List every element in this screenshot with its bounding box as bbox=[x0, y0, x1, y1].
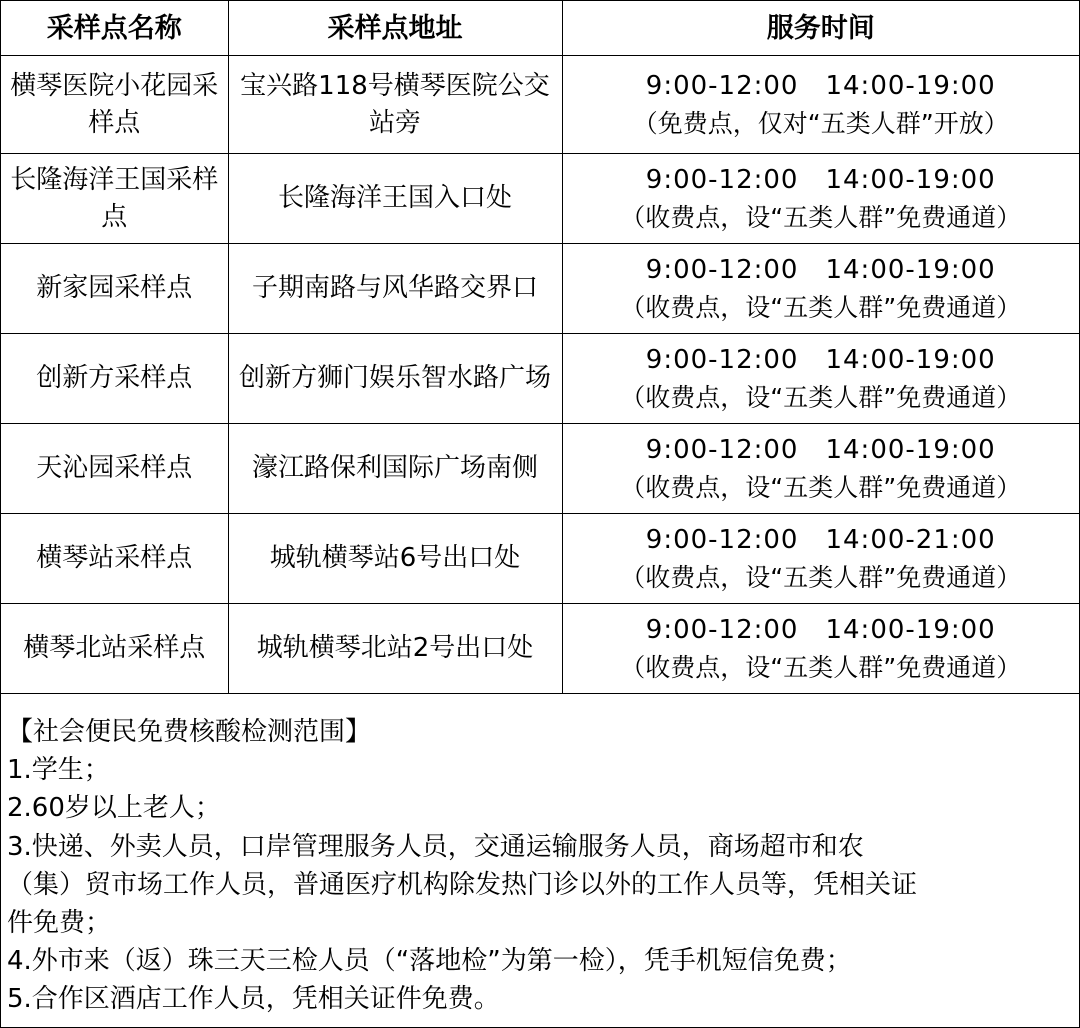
scope-line: 件免费； bbox=[7, 908, 112, 939]
site-name-cell: 天沁园采样点 bbox=[1, 424, 228, 514]
site-name-cell: 创新方采样点 bbox=[1, 334, 228, 424]
service-hours-cell bbox=[562, 604, 1079, 694]
service-hours-note: （收费点，设“五类人群”免费通道） bbox=[620, 292, 1022, 322]
table-row bbox=[1, 334, 1079, 424]
scope-title: 【社会便民免费核酸检测范围】 bbox=[7, 717, 372, 747]
table-row bbox=[1, 244, 1079, 334]
site-name-cell: 长隆海洋王国采样点 bbox=[1, 154, 228, 244]
service-hours-time: 9:00-12:00 14:00-19:00 bbox=[645, 70, 996, 101]
scope-line: （集）贸市场工作人员，普通医疗机构除发热门诊以外的工作人员等，凭相关证 bbox=[7, 869, 918, 900]
scope-line: 3.快递、外卖人员，口岸管理服务人员，交通运输服务人员，商场超市和农 bbox=[7, 831, 864, 862]
service-hours-cell bbox=[562, 334, 1079, 424]
site-name-cell: 横琴北站采样点 bbox=[1, 604, 228, 694]
service-hours-cell bbox=[562, 56, 1079, 154]
table-row bbox=[1, 424, 1079, 514]
scope-line: 2.60岁以上老人； bbox=[7, 793, 221, 824]
site-address-cell: 濠江路保利国际广场南侧 bbox=[228, 424, 562, 514]
free-testing-scope bbox=[1, 713, 1079, 1019]
service-hours-note: （收费点，设“五类人群”免费通道） bbox=[620, 562, 1022, 592]
scope-line: 1.学生； bbox=[7, 755, 110, 786]
service-hours-note: （收费点，设“五类人群”免费通道） bbox=[620, 382, 1022, 412]
site-name-cell: 新家园采样点 bbox=[1, 244, 228, 334]
service-hours-time: 9:00-12:00 14:00-19:00 bbox=[645, 164, 996, 195]
service-hours-time: 9:00-12:00 14:00-19:00 bbox=[645, 254, 996, 285]
site-address-cell: 长隆海洋王国入口处 bbox=[228, 154, 562, 244]
site-address-cell: 创新方狮门娱乐智水路广场 bbox=[228, 334, 562, 424]
site-address-cell: 城轨横琴站6号出口处 bbox=[228, 514, 562, 604]
site-name-cell: 横琴站采样点 bbox=[1, 514, 228, 604]
table-row bbox=[1, 154, 1079, 244]
service-hours-time: 9:00-12:00 14:00-21:00 bbox=[645, 524, 996, 555]
table-header-row bbox=[1, 1, 1079, 56]
header-site-name: 采样点名称 bbox=[1, 1, 228, 56]
scope-line: 5.合作区酒店工作人员，凭相关证件免费。 bbox=[7, 984, 500, 1015]
service-hours-note: （收费点，设“五类人群”免费通道） bbox=[620, 652, 1022, 682]
table-row bbox=[1, 604, 1079, 694]
service-hours-time: 9:00-12:00 14:00-19:00 bbox=[645, 614, 996, 645]
site-address-cell: 宝兴路118号横琴医院公交站旁 bbox=[228, 56, 562, 154]
site-address-cell: 城轨横琴北站2号出口处 bbox=[228, 604, 562, 694]
site-name-cell: 横琴医院小花园采样点 bbox=[1, 56, 228, 154]
service-hours-cell bbox=[562, 514, 1079, 604]
service-hours-note: （收费点，设“五类人群”免费通道） bbox=[620, 472, 1022, 502]
service-hours-time: 9:00-12:00 14:00-19:00 bbox=[645, 434, 996, 465]
header-service-hours: 服务时间 bbox=[562, 1, 1079, 56]
sampling-sites-table bbox=[1, 1, 1079, 694]
service-hours-note: （免费点，仅对“五类人群”开放） bbox=[632, 108, 1009, 138]
table-body bbox=[1, 56, 1079, 694]
table-row bbox=[1, 514, 1079, 604]
scope-line: 4.外市来（返）珠三天三检人员（“落地检”为第一检），凭手机短信免费； bbox=[7, 946, 852, 977]
site-address-cell: 子期南路与风华路交界口 bbox=[228, 244, 562, 334]
service-hours-note: （收费点，设“五类人群”免费通道） bbox=[620, 202, 1022, 232]
service-hours-cell bbox=[562, 244, 1079, 334]
table-row bbox=[1, 56, 1079, 154]
service-hours-time: 9:00-12:00 14:00-19:00 bbox=[645, 344, 996, 375]
service-hours-cell bbox=[562, 424, 1079, 514]
service-hours-cell bbox=[562, 154, 1079, 244]
header-site-address: 采样点地址 bbox=[228, 1, 562, 56]
